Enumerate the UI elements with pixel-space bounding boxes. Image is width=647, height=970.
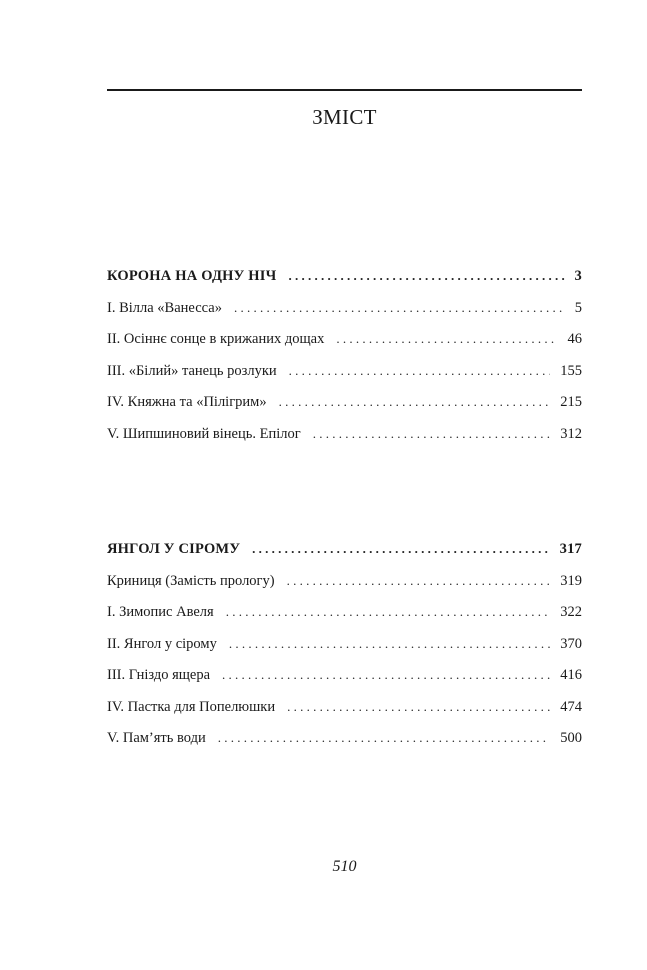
dot-leader <box>288 266 564 286</box>
toc-chapter-entry[interactable] <box>107 634 582 666</box>
page-number: 510 <box>332 858 357 875</box>
dot-leader <box>336 329 557 349</box>
dot-leader <box>226 602 551 622</box>
toc-chapter-title: I. Зимопис Авеля <box>107 604 214 620</box>
top-divider <box>107 89 582 91</box>
toc-chapter-title: I. Вілла «Ванесса» <box>107 299 222 316</box>
toc-chapter-entry[interactable] <box>107 361 582 393</box>
dot-leader <box>229 634 550 654</box>
toc-chapter-entry[interactable] <box>107 298 582 330</box>
toc-chapter-entry[interactable] <box>107 665 582 697</box>
toc-chapter-title: Криниця (Замість прологу) <box>107 572 275 589</box>
toc-chapter-title: II. Осіннє сонце в крижаних дощах <box>107 331 325 347</box>
toc-section <box>107 266 582 455</box>
dot-leader <box>222 665 550 685</box>
toc-chapter-title: V. Шипшиновий вінець. Епілог <box>107 425 301 442</box>
toc-chapter-entry[interactable] <box>107 424 582 456</box>
toc-chapter-title: III. Гніздо ящера <box>107 667 211 683</box>
toc-chapter-title: IV. Пастка для Попелюшки <box>107 698 276 715</box>
toc-chapter-page: 500 <box>560 730 582 746</box>
toc-part-title: ЯНГОЛ У СІРОМУ <box>107 541 241 557</box>
toc-chapter-entry[interactable] <box>107 329 582 361</box>
dot-leader <box>287 697 550 717</box>
toc-part-title: КОРОНА НА ОДНУ НІЧ <box>107 268 277 284</box>
toc-chapter-entry[interactable] <box>107 697 582 729</box>
dot-leader <box>287 571 551 591</box>
dot-leader <box>313 424 551 444</box>
page-title: ЗМІСТ <box>312 105 377 129</box>
toc-part-entry[interactable] <box>107 266 582 298</box>
toc-section <box>107 539 582 760</box>
dot-leader <box>252 539 549 559</box>
dot-leader <box>218 728 551 748</box>
toc-chapter-entry[interactable] <box>107 392 582 424</box>
toc-part-entry[interactable] <box>107 539 582 571</box>
toc-chapter-title: III. «Білий» танець розлуки <box>107 362 277 379</box>
toc-chapter-page: 474 <box>560 698 582 715</box>
toc-chapter-entry[interactable] <box>107 571 582 603</box>
toc-chapter-title: IV. Княжна та «Пілігрим» <box>107 394 267 410</box>
toc-chapter-page: 215 <box>560 394 582 410</box>
toc-chapter-page: 155 <box>560 362 582 379</box>
toc-chapter-entry[interactable] <box>107 728 582 760</box>
toc-chapter-title: II. Янгол у сірому <box>107 635 217 652</box>
toc-part-page: 3 <box>574 268 582 284</box>
toc-chapter-title: V. Пам’ять води <box>107 730 206 746</box>
dot-leader <box>234 298 565 318</box>
toc-chapter-page: 319 <box>560 572 582 589</box>
toc-chapter-page: 5 <box>574 299 582 316</box>
toc-chapter-page: 370 <box>560 635 582 652</box>
toc-part-page: 317 <box>559 541 582 557</box>
toc-chapter-page: 312 <box>560 425 582 442</box>
dot-leader <box>279 392 551 412</box>
toc-chapter-page: 416 <box>560 667 582 683</box>
toc-chapter-entry[interactable] <box>107 602 582 634</box>
toc-chapter-page: 46 <box>567 331 582 347</box>
toc-chapter-page: 322 <box>560 604 582 620</box>
dot-leader <box>289 361 551 381</box>
